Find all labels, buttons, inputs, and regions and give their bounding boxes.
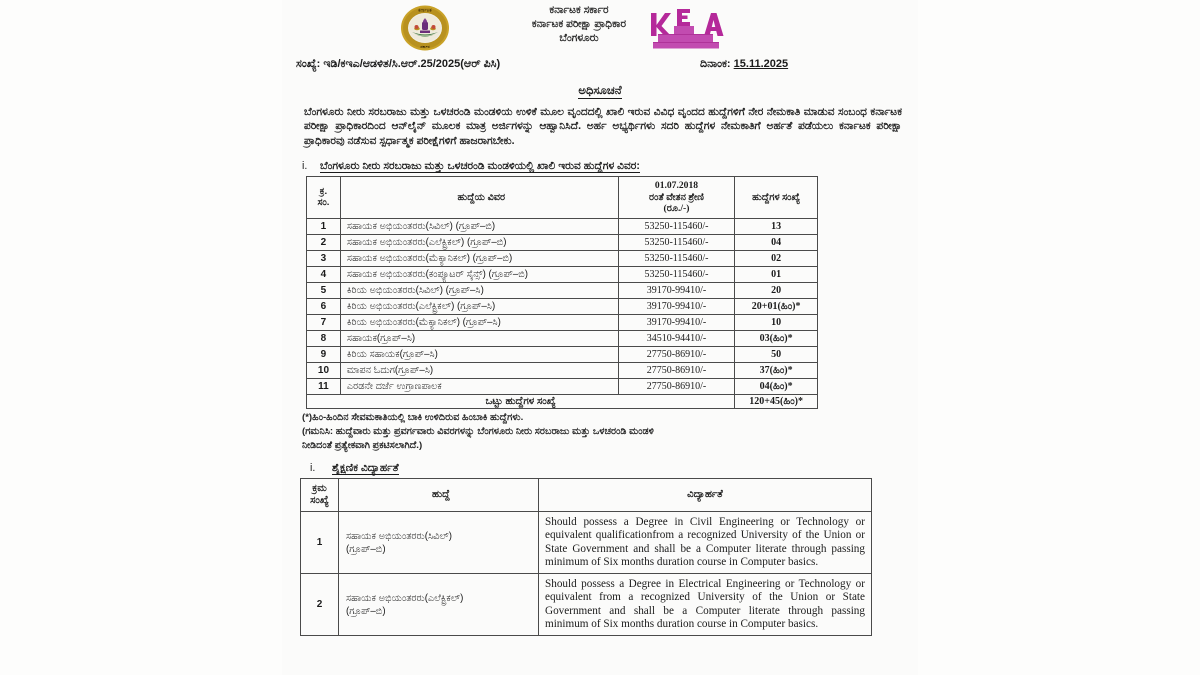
document-date [700, 58, 788, 71]
svg-text:ಸರ್ಕಾರ: ಸರ್ಕಾರ [420, 44, 430, 49]
org-line-government: ಕರ್ನಾಟಕ ಸರ್ಕಾರ [549, 4, 609, 16]
post-name-line1: ಸಹಾಯಕ ಅಭಿಯಂತರರು(ಎಲೆಕ್ಟ್ರಿಕಲ್) [346, 592, 464, 604]
col-header-pay-scale: 01.07.2018 ರಂತೆ ವೇತನ ಶ್ರೇಣಿ (ರೂ./-) [618, 177, 735, 219]
cell-serial-number: 2 [301, 574, 339, 636]
col-header-sl-no: ಕ್ರ. ಸಂ. [307, 177, 341, 219]
vacancy-table-head [307, 177, 818, 219]
table-row [307, 362, 818, 378]
cell-post-description: ಮಾಪನ ಓದುಗ(ಗ್ರೂಪ್‌–ಸಿ) [340, 362, 618, 378]
cell-post-description: ಸಹಾಯಕ ಅಭಿಯಂತರರು(ಎಲೆಕ್ಟ್ರಿಕಲ್) (ಗ್ರೂಪ್‌–ಬಿ) [340, 234, 618, 250]
cell-post-name [339, 574, 539, 636]
qualification-table-head [301, 479, 872, 512]
cell-sl-no: 4 [307, 266, 341, 282]
section-2-number: i. [310, 462, 316, 475]
cell-pay-scale: 53250-115460/- [618, 250, 735, 266]
post-name-line1: ಸಹಾಯಕ ಅಭಿಯಂತರರು(ಸಿವಿಲ್) [346, 530, 452, 542]
date-value: 15.11.2025 [733, 58, 789, 70]
cell-post-count: 50 [735, 346, 818, 362]
footnote-backlog: (*)ಹಿಂ-ಹಿಂದಿನ ಸೇವಮಕಾತಿಯಲ್ಲಿ ಬಾಕಿ ಉಳಿದಿರುವ ಹಿಂಬಾಕಿ ಹುದ್ದೆಗಳು. [302, 411, 524, 423]
section-1-number: i. [302, 160, 308, 173]
vacancy-total-row [307, 394, 818, 408]
cell-post-count: 10 [735, 314, 818, 330]
karnataka-state-emblem-icon [400, 3, 450, 53]
cell-pay-scale: 53250-115460/- [618, 234, 735, 250]
document-title [282, 85, 918, 98]
intro-paragraph: ಬೆಂಗಳೂರು ನೀರು ಸರಬರಾಜು ಮತ್ತು ಒಳಚರಂಡಿ ಮಂಡಳಿಯ ಉಳಿಕೆ ಮೂಲ ವೃಂದದಲ್ಲಿ ಖಾಲಿ ಇರುವ ವಿವಿಧ ವೃಂದದ ಹುದ್ದೆಗಳಿಗೆ ನೇರ ನೇಮಕಾತಿ ಮಾಡುವ ಸಂಬಂಧ ಕರ್ನಾಟಕ ಪರೀಕ್ಷಾ ಪ್ರಾಧಿಕಾರದಿಂದ ಆನ್‌ಲೈನ್ ಮೂಲಕ ಮಾತ್ರ ಅರ್ಜಿಗಳನ್ನು ಆಹ್ವಾನಿಸಿದೆ. ಅರ್ಹ ಅಭ್ಯರ್ಥಿಗಳು ಸದರಿ ಹುದ್ದೆಗಳ ನೇಮಕಾತಿಗೆ ಅರ್ಹತೆ ಪಡೆಯಲು ಕರ್ನಾಟಕ ಪರೀಕ್ಷಾ ಪ್ರಾಧಿಕಾರವು ನಡೆಸುವ ಸ್ಪರ್ಧಾತ್ಮಕ ಪರೀಕ್ಷೆಗಳಿಗೆ ಹಾಜರಾಗಬೇಕು. [304, 106, 902, 147]
cell-sl-no: 6 [307, 298, 341, 314]
date-label: ದಿನಾಂಕ: [700, 58, 731, 70]
cell-post-count: 37(ಹಿಂ)* [735, 362, 818, 378]
qualification-table-header-row [301, 479, 872, 512]
reference-value: ಇಡಿ/ಕಇಎ/ಆಡಳಿತ/ಸಿ.ಆರ್.25/2025(ಆರ್ ಪಿಸಿ) [323, 58, 501, 70]
cell-qualification-text: Should possess a Degree in Electrical Engineering or Technology or equivalent from a recognized University of the Union or State Government and shall be a Computer literate through passing minimum of Six months duration course in Computer basics. [539, 574, 872, 636]
cell-post-description: ಸಹಾಯಕ ಅಭಿಯಂತರರು(ಮೆಕ್ಯಾನಿಕಲ್) (ಗ್ರೂಪ್‌–ಬಿ) [340, 250, 618, 266]
section-1-heading [282, 160, 918, 173]
cell-post-description: ಕಿರಿಯ ಸಹಾಯಕ(ಗ್ರೂಪ್‌–ಸಿ) [340, 346, 618, 362]
table-row [301, 512, 872, 574]
section-2-heading [282, 462, 918, 475]
cell-pay-scale: 39170-99410/- [618, 314, 735, 330]
total-count: 120+45(ಹಿಂ)* [735, 394, 818, 408]
table-row [307, 218, 818, 234]
section-2-title: ಶೈಕ್ಷಣಿಕ ವಿದ್ಯಾರ್ಹತೆ [332, 462, 399, 475]
cell-pay-scale: 27750-86910/- [618, 362, 735, 378]
table-row [307, 314, 818, 330]
vacancy-table-header-row [307, 177, 818, 219]
cell-post-description: ಸಹಾಯಕ ಅಭಿಯಂತರರು(ಸಿವಿಲ್) (ಗ್ರೂಪ್‌–ಬಿ) [340, 218, 618, 234]
vacancy-table-body [307, 218, 818, 394]
post-name-line2: (ಗ್ರೂಪ್‌–ಬಿ) [346, 605, 386, 617]
qualification-table-body [301, 512, 872, 636]
table-row [307, 298, 818, 314]
cell-post-count: 20+01(ಹಿಂ)* [735, 298, 818, 314]
reference-number [296, 58, 500, 71]
qualification-table [300, 478, 872, 636]
post-name-line2: (ಗ್ರೂಪ್‌–ಬಿ) [346, 543, 386, 555]
cell-post-description: ಕಿರಿಯ ಅಭಿಯಂತರರು(ಎಲೆಕ್ಟ್ರಿಕಲ್) (ಗ್ರೂಪ್‌–ಸಿ) [340, 298, 618, 314]
cell-post-count: 04 [735, 234, 818, 250]
cell-post-description: ಸಹಾಯಕ(ಗ್ರೂಪ್‌–ಸಿ) [340, 330, 618, 346]
cell-post-description: ಕಿರಿಯ ಅಭಿಯಂತರರು(ಸಿವಿಲ್) (ಗ್ರೂಪ್‌–ಸಿ) [340, 282, 618, 298]
table-row [307, 378, 818, 394]
reference-line [282, 58, 918, 78]
cell-pay-scale: 34510-94410/- [618, 330, 735, 346]
cell-pay-scale: 39170-99410/- [618, 298, 735, 314]
document-header [282, 0, 918, 58]
table-row [307, 330, 818, 346]
table-row [307, 282, 818, 298]
table-row [307, 234, 818, 250]
cell-post-count: 13 [735, 218, 818, 234]
cell-sl-no: 7 [307, 314, 341, 330]
col-header-post: ಹುದ್ದೆ [339, 479, 539, 512]
col-header-serial-number: ಕ್ರಮ ಸಂಖ್ಯೆ [301, 479, 339, 512]
table-row [307, 266, 818, 282]
org-line-authority: ಕರ್ನಾಟಕ ಪರೀಕ್ಷಾ ಪ್ರಾಧಿಕಾರ [531, 18, 627, 30]
cell-pay-scale: 53250-115460/- [618, 218, 735, 234]
section-1-title: ಬೆಂಗಳೂರು ನೀರು ಸರಬರಾಜು ಮತ್ತು ಒಳಚರಂಡಿ ಮಂಡಳಿಯಲ್ಲಿ ಖಾಲಿ ಇರುವ ಹುದ್ದೆಗಳ ವಿವರ: [320, 160, 640, 173]
vacancy-table [306, 176, 818, 409]
footnote-note-line2: ನೀಡಿದಂತೆ ಪ್ರತ್ಯೇಕವಾಗಿ ಪ್ರಕಟಿಸಲಾಗಿದೆ.) [302, 439, 423, 451]
total-label: ಒಟ್ಟು ಹುದ್ದೆಗಳ ಸಂಖ್ಯೆ [307, 394, 735, 408]
table-row [301, 574, 872, 636]
org-line-city: ಬೆಂಗಳೂರು [559, 32, 599, 44]
vacancy-table-foot [307, 394, 818, 408]
cell-sl-no: 10 [307, 362, 341, 378]
reference-label: ಸಂಖ್ಯೆ: [296, 58, 321, 70]
notification-document [282, 0, 918, 636]
col-header-post-description: ಹುದ್ದೆಯ ವಿವರ [340, 177, 618, 219]
cell-pay-scale: 39170-99410/- [618, 282, 735, 298]
cell-sl-no: 11 [307, 378, 341, 394]
table-row [307, 250, 818, 266]
cell-sl-no: 1 [307, 218, 341, 234]
svg-text:ಕರ್ನಾಟಕ: ಕರ್ನಾಟಕ [418, 8, 432, 14]
footnotes-block [302, 411, 918, 453]
cell-post-count: 01 [735, 266, 818, 282]
footnote-note-line1: (ಗಮನಿಸಿ: ಹುದ್ದೆವಾರು ಮತ್ತು ಪ್ರವರ್ಗವಾರು ವಿವರಗಳನ್ನು ಬೆಂಗಳೂರು ನೀರು ಸರಬರಾಜು ಮತ್ತು ಒಳಚರಂಡಿ ಮಂಡಳಿ [302, 426, 654, 438]
cell-sl-no: 5 [307, 282, 341, 298]
kea-logo-icon [648, 6, 724, 52]
cell-sl-no: 8 [307, 330, 341, 346]
cell-post-count: 20 [735, 282, 818, 298]
cell-qualification-text: Should possess a Degree in Civil Engineering or Technology or equivalent qualificationfrom a recognized University of the Union or State Government and shall be a Computer literate through passing minimum of Six months duration course in Computer basics. [539, 512, 872, 574]
cell-pay-scale: 27750-86910/- [618, 346, 735, 362]
cell-post-description: ಸಹಾಯಕ ಅಭಿಯಂತರರು(ಕಂಪ್ಯೂಟರ್ ಸೈನ್ಸ್) (ಗ್ರೂಪ್‌–ಬಿ) [340, 266, 618, 282]
cell-post-description: ಕಿರಿಯ ಅಭಿಯಂತರರು(ಮೆಕ್ಯಾನಿಕಲ್) (ಗ್ರೂಪ್‌–ಸಿ) [340, 314, 618, 330]
col-header-qualification: ವಿದ್ಯಾರ್ಹತೆ [539, 479, 872, 512]
cell-sl-no: 9 [307, 346, 341, 362]
cell-post-count: 04(ಹಿಂ)* [735, 378, 818, 394]
cell-serial-number: 1 [301, 512, 339, 574]
cell-sl-no: 3 [307, 250, 341, 266]
cell-post-name [339, 512, 539, 574]
cell-post-description: ಎರಡನೇ ದರ್ಜೆ ಉಗ್ರಾಣಪಾಲಕ [340, 378, 618, 394]
cell-sl-no: 2 [307, 234, 341, 250]
cell-pay-scale: 53250-115460/- [618, 266, 735, 282]
cell-pay-scale: 27750-86910/- [618, 378, 735, 394]
cell-post-count: 03(ಹಿಂ)* [735, 330, 818, 346]
document-title-text: ಅಧಿಸೂಚನೆ [578, 85, 622, 97]
table-row [307, 346, 818, 362]
col-header-post-count: ಹುದ್ದೆಗಳ ಸಂಖ್ಯೆ [735, 177, 818, 219]
cell-post-count: 02 [735, 250, 818, 266]
